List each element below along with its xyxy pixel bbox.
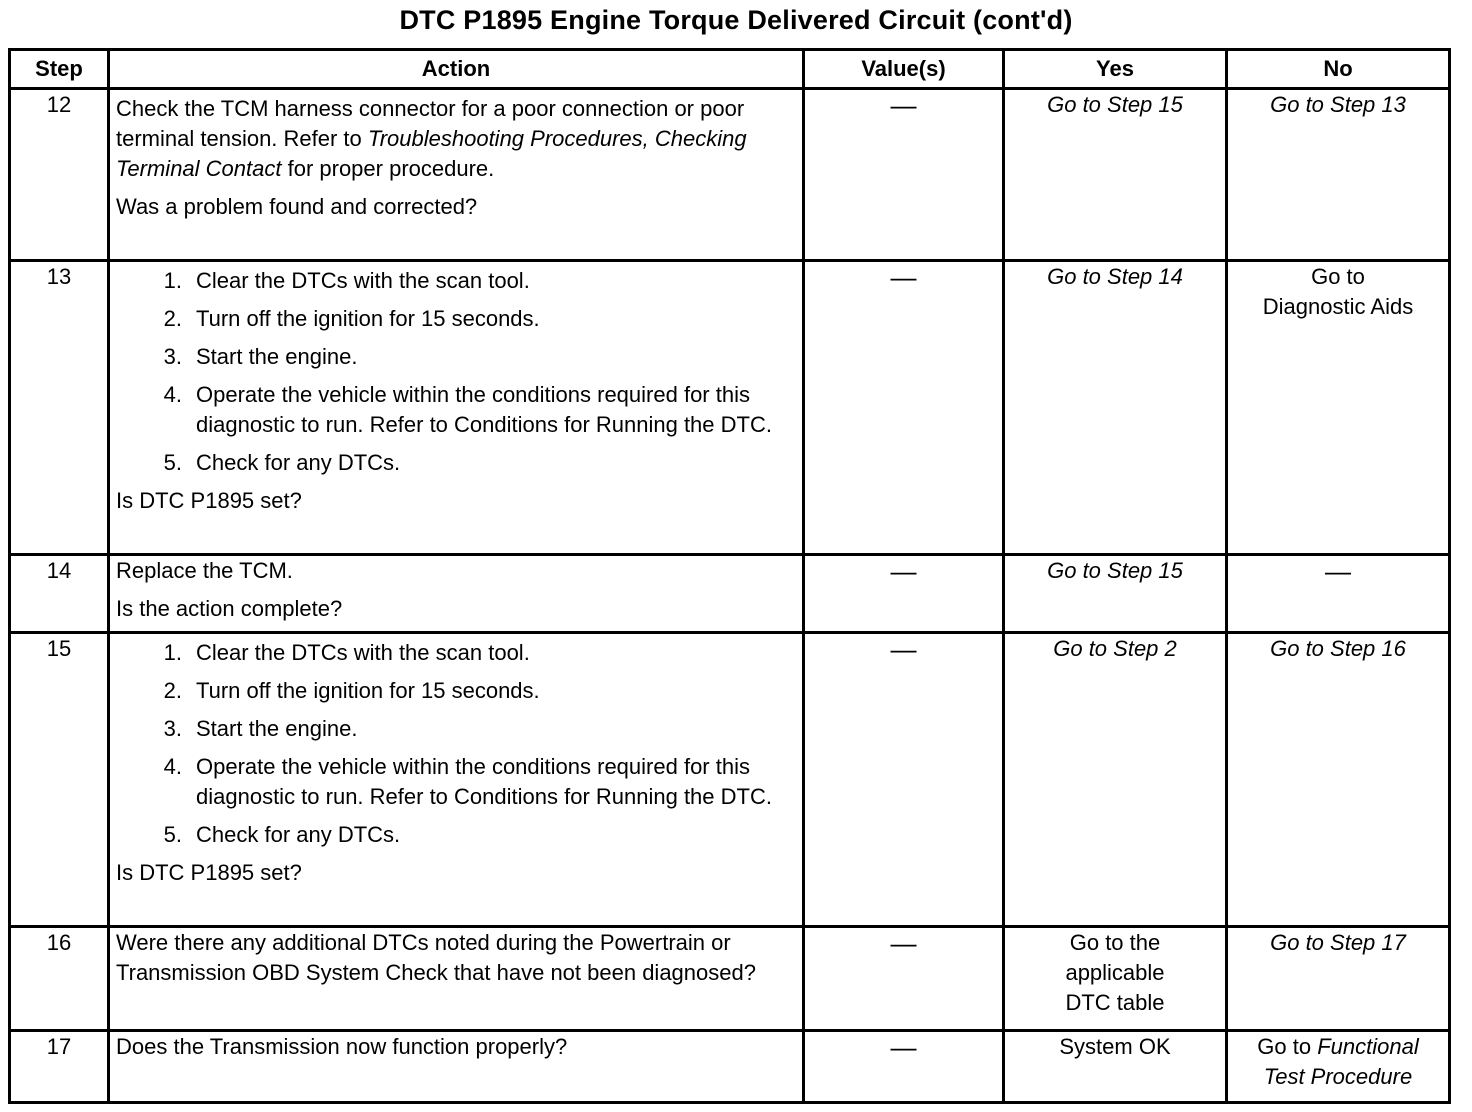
list-item: 5. Check for any DTCs. — [163, 450, 401, 475]
column-header-action: Action — [109, 50, 804, 89]
action-question: Is DTC P1895 set? — [116, 860, 302, 885]
action-cell — [109, 89, 804, 261]
no-cell: Go to Step 17 — [1227, 927, 1450, 1031]
yes-cell: Go to Step 14 — [1004, 261, 1227, 555]
diagnostic-table — [8, 48, 1451, 1104]
table-header-row — [10, 50, 1450, 89]
yes-cell: System OK — [1004, 1031, 1227, 1103]
value-cell: — — [804, 927, 1004, 1031]
step-number: 14 — [10, 555, 109, 633]
no-cell: Go to Step 13 — [1227, 89, 1450, 261]
action-text: Replace the TCM. — [116, 558, 293, 583]
list-item: 1. Clear the DTCs with the scan tool. — [163, 268, 530, 293]
value-cell: — — [804, 555, 1004, 633]
step-number: 12 — [10, 89, 109, 261]
action-cell — [109, 555, 804, 633]
no-cell: — — [1227, 555, 1450, 633]
step-number: 15 — [10, 633, 109, 927]
list-item: 5. Check for any DTCs. — [163, 822, 401, 847]
action-text: Check the TCM harness connector for a poor connection or poor terminal tension. Refer to — [116, 96, 745, 151]
column-header-step: Step — [10, 50, 109, 89]
list-item: 2. Turn off the ignition for 15 seconds. — [163, 678, 540, 703]
action-question: Was a problem found and corrected? — [116, 194, 478, 219]
list-item: 4. Operate the vehicle within the conditions required for this diagnostic to run. Refer to Conditions for Running the DTC. — [163, 382, 772, 437]
list-item: 3. Start the engine. — [163, 716, 358, 741]
table-row — [10, 927, 1450, 1031]
action-question: Is DTC P1895 set? — [116, 488, 302, 513]
no-cell: Go to Functional Test Procedure — [1227, 1031, 1450, 1103]
action-question: Is the action complete? — [116, 596, 343, 621]
step-number: 16 — [10, 927, 109, 1031]
list-item: 1. Clear the DTCs with the scan tool. — [163, 640, 530, 665]
no-cell: Go to Step 16 — [1227, 633, 1450, 927]
table-row — [10, 261, 1450, 555]
value-cell: — — [804, 261, 1004, 555]
value-cell: — — [804, 1031, 1004, 1103]
procedure-reference: Troubleshooting Procedures, Checking Terminal Contact — [116, 126, 747, 181]
step-number: 13 — [10, 261, 109, 555]
procedure-list — [116, 266, 796, 478]
action-text: for proper procedure. — [281, 156, 495, 181]
step-number: 17 — [10, 1031, 109, 1103]
column-header-yes: Yes — [1004, 50, 1227, 89]
yes-cell: Go to Step 2 — [1004, 633, 1227, 927]
procedure-list — [116, 638, 796, 850]
value-cell: — — [804, 633, 1004, 927]
table-row — [10, 89, 1450, 261]
list-item: 4. Operate the vehicle within the conditions required for this diagnostic to run. Refer to Conditions for Running the DTC. — [163, 754, 772, 809]
page-title: DTC P1895 Engine Torque Delivered Circuit (cont'd) — [399, 5, 1073, 35]
column-header-no: No — [1227, 50, 1450, 89]
action-cell — [109, 633, 804, 927]
action-cell — [109, 927, 804, 1031]
action-text: Were there any additional DTCs noted during the Powertrain or Transmission OBD System Check that have not been diagnosed? — [116, 930, 756, 985]
value-cell: — — [804, 89, 1004, 261]
yes-cell: Go to Step 15 — [1004, 555, 1227, 633]
no-cell: Go to Diagnostic Aids — [1227, 261, 1450, 555]
yes-cell: Go to the applicable DTC table — [1004, 927, 1227, 1031]
yes-cell: Go to Step 15 — [1004, 89, 1227, 261]
action-cell — [109, 1031, 804, 1103]
column-header-values: Value(s) — [804, 50, 1004, 89]
list-item: 2. Turn off the ignition for 15 seconds. — [163, 306, 540, 331]
list-item: 3. Start the engine. — [163, 344, 358, 369]
table-row — [10, 1031, 1450, 1103]
action-cell — [109, 261, 804, 555]
table-row — [10, 633, 1450, 927]
action-text: Does the Transmission now function properly? — [116, 1034, 568, 1059]
table-row — [10, 555, 1450, 633]
